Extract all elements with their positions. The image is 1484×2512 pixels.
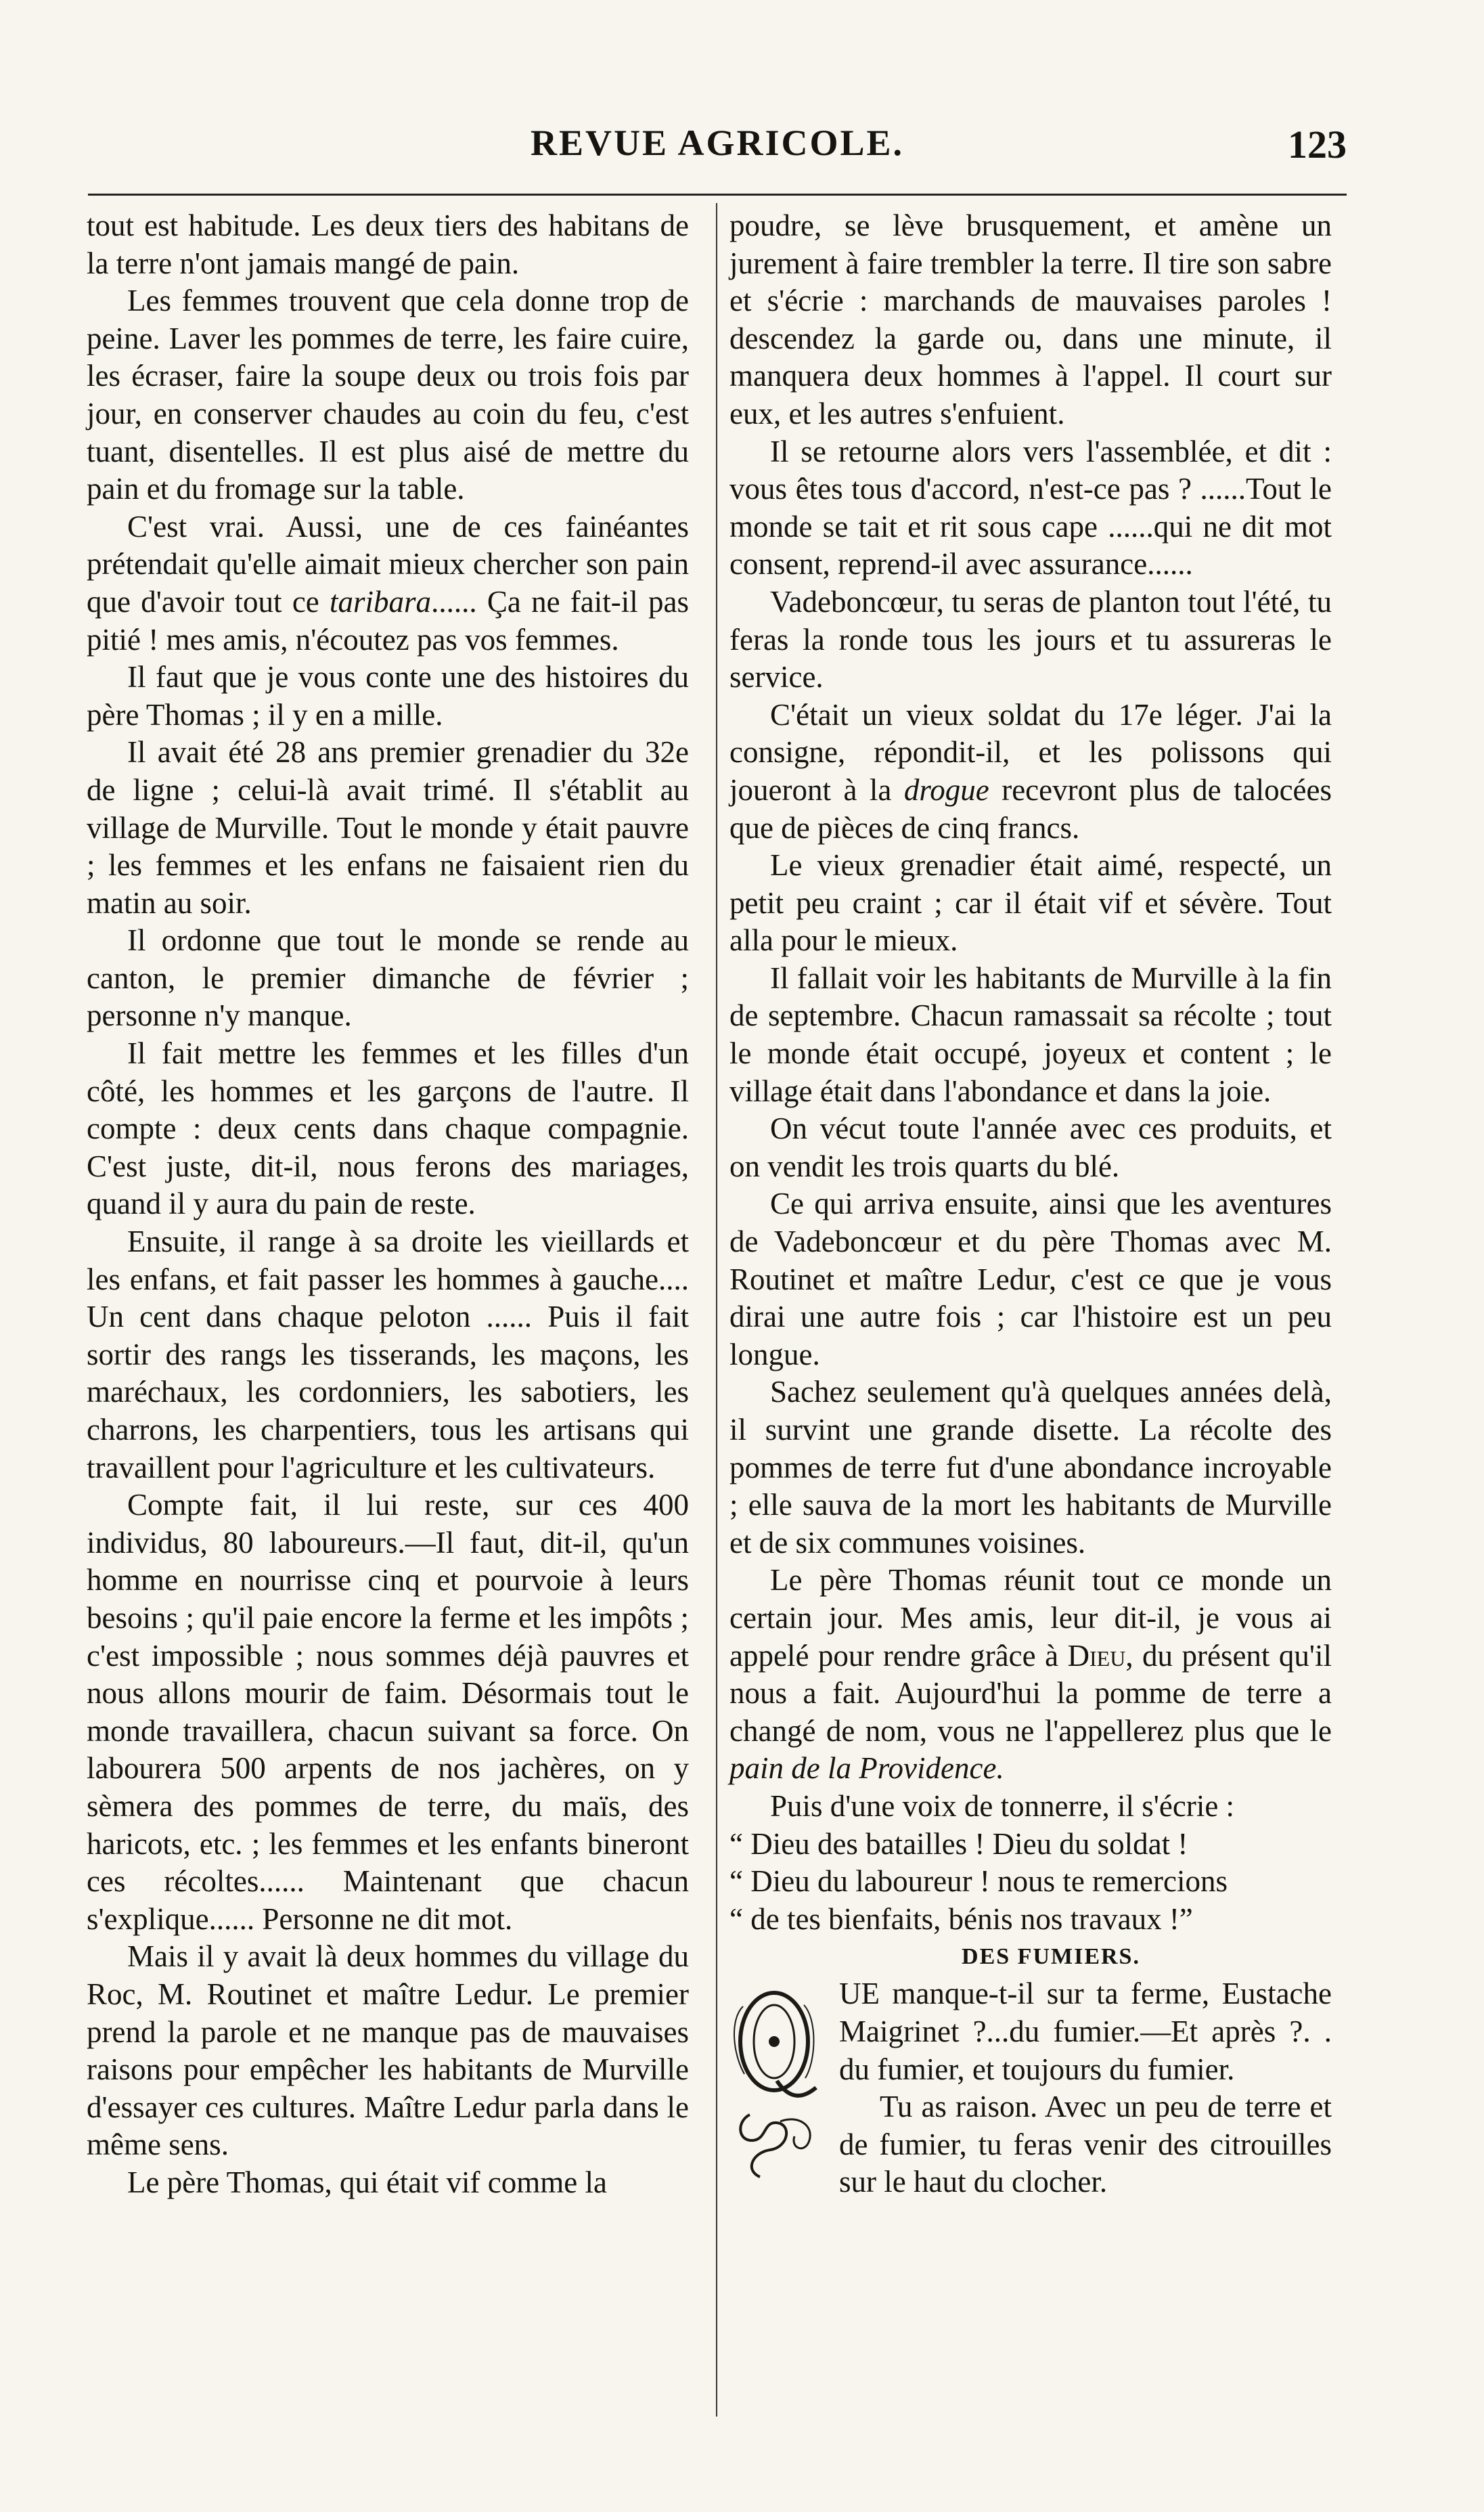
italic-term: drogue [903, 772, 989, 807]
running-title: REVUE AGRICOLE. [530, 123, 905, 163]
paragraph: Il fallait voir les habitants de Murville à la fin de septembre. Chacun ramassait sa récolte ; tout le monde était occupé, joyeux et content ; le village était dans l'abondance et dans la joie. [729, 961, 1332, 1108]
italic-term: taribara [330, 584, 432, 619]
paragraph: Le vieux grenadier était aimé, respecté, un petit peu craint ; car il était vif et sévère. Tout alla pour le mieux. [729, 848, 1332, 958]
text-run: ...... Ça ne fait-il pas pitié ! mes amis, n'écoutez pas vos femmes. [87, 584, 689, 657]
paragraph: Il faut que je vous conte une des histoires du père Thomas ; il y en a mille. [87, 660, 689, 732]
header-rule [88, 194, 1347, 196]
paragraph: poudre, se lève brusquement, et amène un jurement à faire trembler la terre. Il tire son sabre et s'écrie : marchands de mauvaises paroles ! descendez la garde ou, dans une minute, il manquera deux hommes à l'appel. Il court sur eux, et les autres s'enfuient. [729, 208, 1332, 431]
verse-line: “ Dieu des batailles ! Dieu du soldat ! [729, 1826, 1188, 1861]
paragraph [729, 1562, 1332, 1788]
ornamental-dropcap [729, 1979, 824, 2182]
paragraph: Il avait été 28 ans premier grenadier du 32e de ligne ; celui-là avait trimé. Il s'établit au village de Murville. Tout le monde y était pauvre ; les femmes et les enfans ne faisaient rien du matin au soir. [87, 735, 689, 920]
page-header [88, 122, 1347, 176]
column-divider [716, 203, 717, 2417]
verse-line: Puis d'une voix de tonnerre, il s'écrie : [770, 1788, 1235, 1823]
left-column [87, 207, 689, 2201]
paragraph: Il ordonne que tout le monde se rende au canton, le premier dimanche de février ; personne n'y manque. [87, 923, 689, 1033]
dieu-smallcaps: Dieu [1067, 1638, 1126, 1673]
text-run: , du présent qu'il nous a fait. Aujourd'hui la pomme de terre a changé de nom, vous ne l'appellerez plus que le [729, 1638, 1332, 1748]
text-run: C'est vrai. Aussi, une de ces fainéantes prétendait qu'elle aimait mieux chercher son pain que d'avoir tout ce [87, 509, 689, 619]
paragraph: Mais il y avait là deux hommes du village du Roc, M. Routinet et maître Ledur. Le premier prend la parole et ne manque pas de mauvaises raisons pour empêcher les habitants de Murville d'essayer ces cultures. Maître Ledur parla dans le même sens. [87, 1939, 689, 2162]
verse-line: “ Dieu du laboureur ! nous te remercions [729, 1864, 1228, 1899]
right-column [729, 207, 1332, 2201]
paragraph: tout est habitude. Les deux tiers des habitans de la terre n'ont jamais mangé de pain. [87, 208, 689, 280]
paragraph: UE manque-t-il sur ta ferme, Eustache Maigrinet ?...du fumier.—Et après ?. . du fumier, et toujours du fumier. [839, 1977, 1332, 2086]
paragraph: Les femmes trouvent que cela donne trop de peine. Laver les pommes de terre, les faire cuire, les écraser, faire la soupe deux ou trois fois par jour, en conserver chaudes au coin du feu, c'est tuant, disentelles. Il est plus aisé de mettre du pain et du fromage sur la table. [87, 284, 689, 506]
paragraph: Vadeboncœur, tu seras de planton tout l'été, tu feras la ronde tous les jours et tu assureras le service. [729, 584, 1332, 695]
page-number: 123 [1288, 123, 1347, 167]
text-run: Le père Thomas réunit tout ce monde un certain jour. Mes amis, leur dit-il, je vous ai appelé pour rendre grâce à [729, 1563, 1332, 1673]
paragraph: Ensuite, il range à sa droite les vieillards et les enfans, et fait passer les hommes à gauche.... Un cent dans chaque peloton ...... Puis il fait sortir des rangs les tisserands, les maçons, les maréchaux, les cordonniers, les sabotiers, les charrons, les charpentiers, tous les artisans qui travaillent pour l'agriculture et les cultivateurs. [87, 1225, 689, 1484]
text-run: C'était un vieux soldat du 17e léger. J'ai la consigne, répondit-il, et les polissons qui joueront à la [729, 697, 1332, 807]
paragraph: Le père Thomas, qui était vif comme la [127, 2165, 607, 2199]
paragraph [87, 508, 689, 659]
paragraph: Sachez seulement qu'à quelques années delà, il survint une grande disette. La récolte des pommes de terre fut d'une abondance incroyable ; elle sauva de la mort les habitants de Murville et de six communes voisines. [729, 1375, 1332, 1560]
verse-line: “ de tes bienfaits, bénis nos travaux !” [729, 1901, 1193, 1936]
italic-term: pain de la Providence. [729, 1751, 1004, 1786]
paragraph: Ce qui arriva ensuite, ainsi que les aventures de Vadeboncœur et du père Thomas avec M. Routinet et maître Ledur, c'est ce que je vous dirai une autre fois ; car l'histoire est un peu longue. [729, 1187, 1332, 1371]
paragraph: Il se retourne alors vers l'assemblée, et dit : vous êtes tous d'accord, n'est-ce pas ? ......Tout le monde se tait et rit sous cape ......qui ne dit mot consent, reprend-il avec assurance...... [729, 434, 1332, 581]
paragraph: Tu as raison. Avec un peu de terre et de fumier, tu feras venir des citrouilles sur le haut du clocher. [839, 2090, 1332, 2199]
text-run: recevront plus de talocées que de pièces de cinq francs. [729, 772, 1332, 845]
paragraph: Compte fait, il lui reste, sur ces 400 individus, 80 laboureurs.—Il faut, dit-il, qu'un homme en nourrisse cinq et pourvoie à leurs besoins ; qu'il paie encore la ferme et les impôts ; c'est impossible ; nous sommes déjà pauvres et nous allons mourir de faim. Désormais tout le monde travaillera, chacun suivant sa force. On labourera 500 arpents de nos jachères, on y sèmera des pommes de terre, du maïs, des haricots, etc. ; les femmes et les enfants bineront ces récoltes...... Maintenant que chacun s'explique...... Personne ne dit mot. [87, 1488, 689, 1936]
dropcap-section [729, 1975, 1332, 2201]
paragraph: Il fait mettre les femmes et les filles d'un côté, les hommes et les garçons de l'autre. Il compte : deux cents dans chaque compagnie. C'est juste, dit-il, nous ferons des mariages, quand il y aura du pain de reste. [87, 1036, 689, 1221]
paragraph [729, 697, 1332, 847]
section-heading: DES FUMIERS. [962, 1944, 1140, 1970]
paragraph: On vécut toute l'année avec ces produits, et on vendit les trois quarts du blé. [729, 1111, 1332, 1183]
dropcap-q-icon [729, 1979, 824, 2182]
